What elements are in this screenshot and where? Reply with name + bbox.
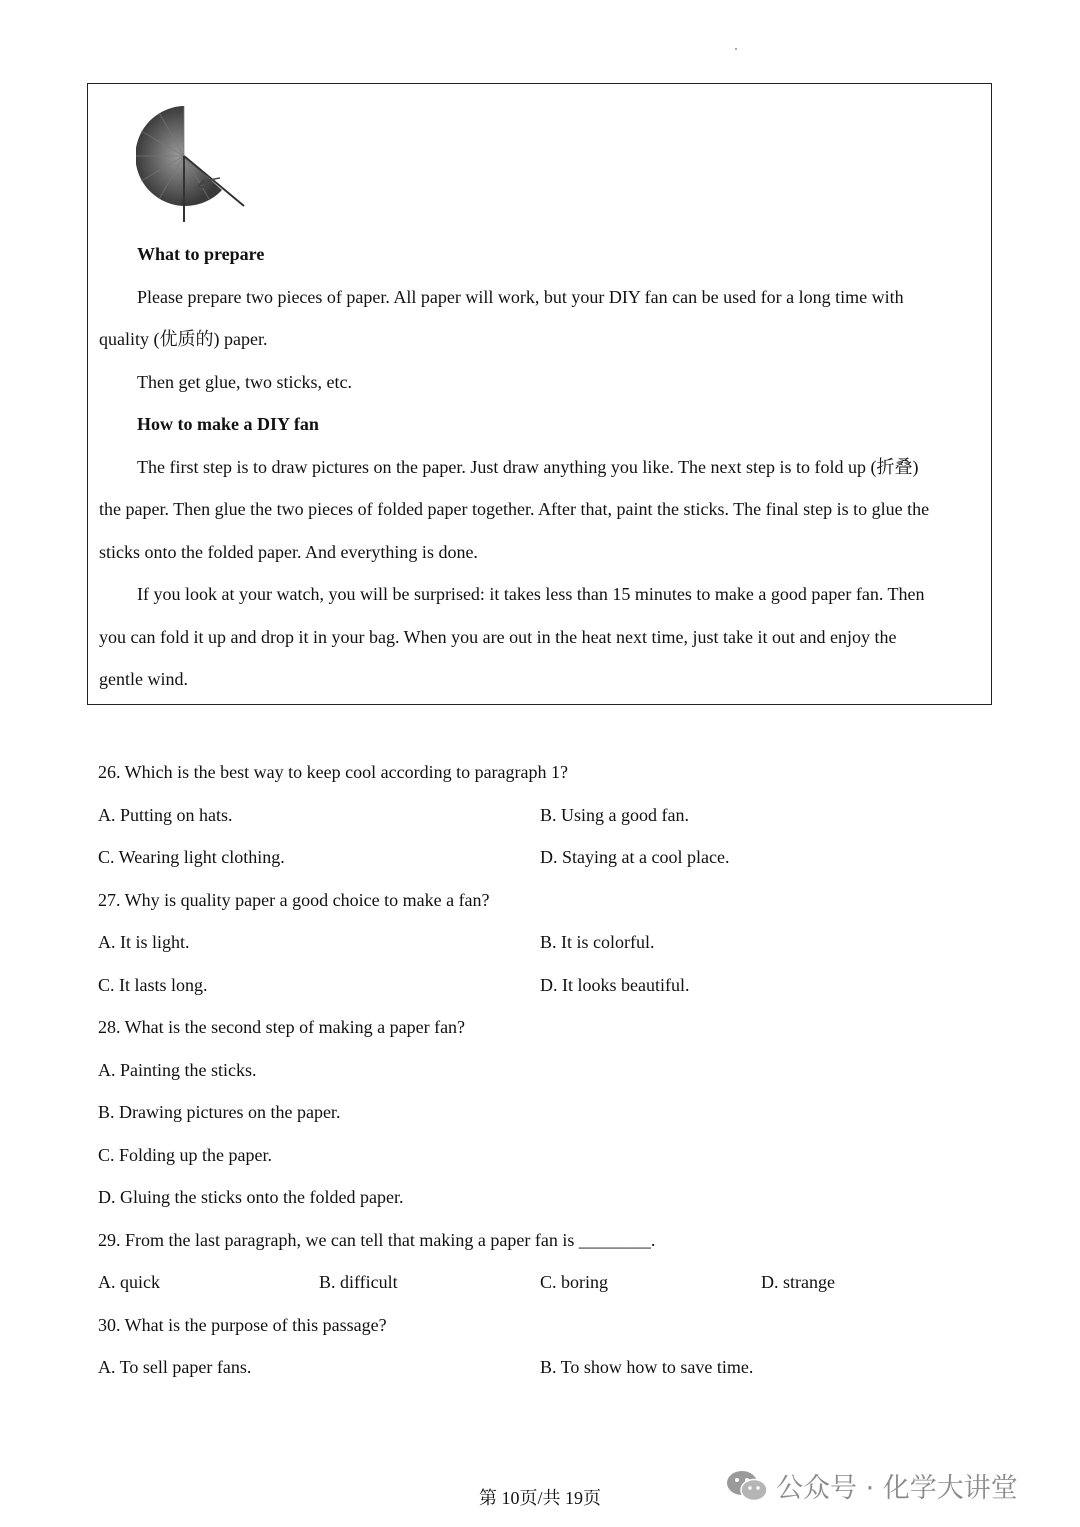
- paragraph-line: Then get glue, two sticks, etc.: [137, 372, 352, 392]
- paragraph-line: quality (优质的) paper.: [99, 329, 268, 349]
- option-29-d: D. strange: [761, 1272, 835, 1292]
- paragraph-line: If you look at your watch, you will be surprised: it takes less than 15 minutes to make a good paper fan. Then: [137, 584, 925, 604]
- paper-fan-image: [136, 94, 256, 224]
- paragraph-line: Please prepare two pieces of paper. All paper will work, but your DIY fan can be used for a long time with: [137, 287, 904, 307]
- question-28: 28. What is the second step of making a paper fan?: [98, 1017, 466, 1037]
- watermark: [726, 1466, 1018, 1505]
- option-27-c: C. It lasts long.: [98, 975, 208, 995]
- option-30-b: B. To show how to save time.: [540, 1357, 754, 1377]
- page-number: 第 10页/共 19页: [478, 1488, 601, 1508]
- option-29-c: C. boring: [540, 1272, 609, 1292]
- paragraph-line: gentle wind.: [99, 669, 188, 689]
- question-30: 30. What is the purpose of this passage?: [98, 1315, 387, 1335]
- option-30-a: A. To sell paper fans.: [98, 1357, 252, 1377]
- option-28-c: C. Folding up the paper.: [98, 1145, 272, 1165]
- option-28-d: D. Gluing the sticks onto the folded paper.: [98, 1187, 404, 1207]
- option-29-a: A. quick: [98, 1272, 160, 1292]
- heading-what-to-prepare: What to prepare: [137, 244, 265, 264]
- question-26: 26. Which is the best way to keep cool according to paragraph 1?: [98, 762, 569, 782]
- option-26-c: C. Wearing light clothing.: [98, 847, 285, 867]
- option-27-a: A. It is light.: [98, 932, 190, 952]
- wechat-icon: [726, 1469, 768, 1503]
- watermark-text: 公众号 · 化学大讲堂: [776, 1473, 1018, 1504]
- option-28-b: B. Drawing pictures on the paper.: [98, 1102, 341, 1122]
- paragraph-line: you can fold it up and drop it in your bag. When you are out in the heat next time, just take it out and enjoy the: [99, 627, 897, 647]
- paragraph-line: sticks onto the folded paper. And everything is done.: [99, 542, 478, 562]
- option-27-d: D. It looks beautiful.: [540, 975, 690, 995]
- option-28-a: A. Painting the sticks.: [98, 1060, 257, 1080]
- stray-dot: [735, 48, 737, 50]
- option-26-a: A. Putting on hats.: [98, 805, 233, 825]
- heading-how-to-make: How to make a DIY fan: [137, 414, 319, 434]
- paragraph-line: the paper. Then glue the two pieces of folded paper together. After that, paint the sticks. The final step is to glue the: [99, 499, 930, 519]
- option-29-b: B. difficult: [319, 1272, 398, 1292]
- question-29: 29. From the last paragraph, we can tell that making a paper fan is ________.: [98, 1230, 656, 1250]
- passage-box: [87, 83, 992, 705]
- paragraph-line: The first step is to draw pictures on the paper. Just draw anything you like. The next step is to fold up (折叠): [137, 457, 919, 477]
- option-27-b: B. It is colorful.: [540, 932, 655, 952]
- option-26-b: B. Using a good fan.: [540, 805, 689, 825]
- option-26-d: D. Staying at a cool place.: [540, 847, 730, 867]
- question-27: 27. Why is quality paper a good choice to make a fan?: [98, 890, 490, 910]
